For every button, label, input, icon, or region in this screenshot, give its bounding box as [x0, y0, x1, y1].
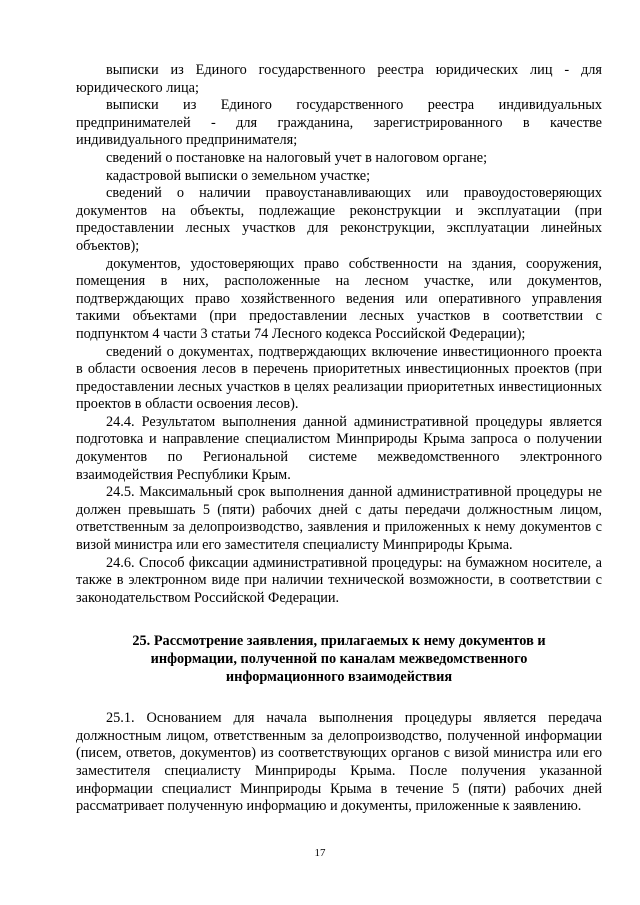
paragraph-24-5: 24.5. Максимальный срок выполнения данной административной процедуры не должен превышать 5 (пяти) рабочих дней с даты передачи должностным лицом, ответственным за делопроизводство, заявления и приложенных к нему документов с визой министра или его заместителя специалисту Минприроды Крыма. [76, 484, 602, 554]
paragraph-title-documents: сведений о наличии правоустанавливающих или правоудостоверяющих документов на объекты, подлежащие реконструкции и эксплуатации (при предоставлении лесных участков для реконструкции, эксплуатации линейных объектов); [76, 185, 602, 254]
paragraph-egrip-extract: выписки из Единого государственного реестра индивидуальных предпринимателей - для гражданина, зарегистрированного в качестве индивидуального предпринимателя; [76, 97, 602, 149]
page-number: 17 [314, 847, 326, 859]
document-body [76, 62, 602, 816]
paragraph-tax-registration: сведений о постановке на налоговый учет в налоговом органе; [106, 149, 488, 166]
paragraph-egrul-extract: выписки из Единого государственного реестра юридических лиц - для юридического лица; [76, 62, 602, 96]
paragraph-cadastral-extract: кадастровой выписки о земельном участке; [106, 167, 371, 184]
section-heading: 25. Рассмотрение заявления, прилагаемых к нему документов и информации, полученной по каналам межведомственного информационного взаимодействия [132, 633, 546, 685]
paragraph-investment-project: сведений о документах, подтверждающих включение инвестиционного проекта в области освоения лесов в перечень приоритетных инвестиционных проектов (при предоставлении лесных участков в целях реализации приоритетных инвестиционных проектов в области освоения лесов). [76, 343, 602, 413]
paragraph-ownership-documents: документов, удостоверяющих право собственности на здания, сооружения, помещения в них, расположенные на лесном участке, или документов, подтверждающих право хозяйственного ведения или оперативного управления такими объектами (при предоставлении лесных участков в соответствии с подпунктом 4 части 3 статьи 74 Лесного кодекса Российской Федерации); [76, 255, 602, 342]
paragraph-25-1: 25.1. Основанием для начала выполнения процедуры является передача должностным лицом, ответственным за делопроизводство, полученной информации (писем, ответов, документов) из соответствующих органов с визой министра или его заместителя специалисту Минприроды Крыма. После получения указанной информации специалист Минприроды Крыма в течение 5 (пяти) рабочих дней рассматривает полученную информацию и документы, приложенные к заявлению. [76, 710, 602, 815]
paragraph-24-4: 24.4. Результатом выполнения данной административной процедуры является подготовка и направление специалистом Минприроды Крыма запроса о получении документов по Региональной системе межведомственного электронного взаимодействия Республики Крым. [76, 413, 602, 483]
paragraph-24-6: 24.6. Способ фиксации административной процедуры: на бумажном носителе, а также в электронном виде при наличии технической возможности, в соответствии с законодательством Российской Федерации. [76, 554, 602, 606]
